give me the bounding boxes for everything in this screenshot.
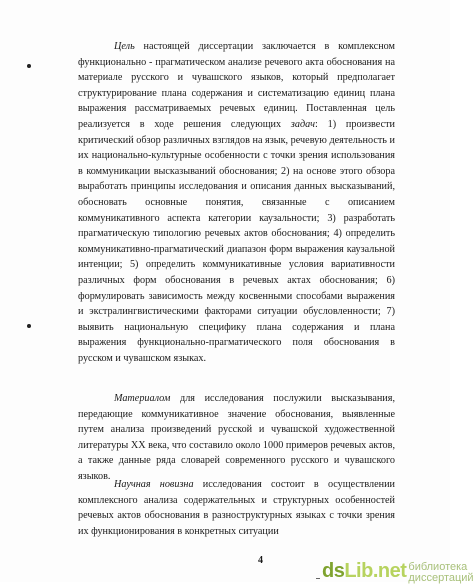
paragraph-lead-word: Материалом <box>114 393 171 404</box>
paragraph-material <box>78 391 395 485</box>
paragraph-goal <box>78 39 395 366</box>
paragraph-lead-word: Цель <box>114 41 135 52</box>
paragraph-text-continued: : 1) произвести критический обзор различных взглядов на язык, речевую деятельность и их национально-культурные особенности с точки зрения использования в коммуникации высказываний обоснования; 2) на основе этого обзора выработать принципы исследования и описания данных высказываний, обосновать основные понятия, связанные с описанием коммуникативного аспекта категории каузальности; 3) разработать прагматическую типологию речевых актов обоснования; 4) определить коммуникативно-прагматический диапазон форм выражения каузальной интенции; 5) определить коммуникативные условия вариативности различных форм обоснования в речевых актах обоснования; 6) формулировать зависимость между косвенными способами выражения и экстралингвистическими факторами ситуации обусловленности; 7) выявить национальную специфику плана содержания и плана выражения функционально-прагматического поля обоснования в русском и чувашском языках. <box>78 118 395 364</box>
paragraph-novelty <box>78 477 395 539</box>
emphasized-word: задач <box>290 118 315 130</box>
page-number: 4 <box>258 555 263 566</box>
paragraph-text: настоящей диссертации заключается в комплексном функционально - прагматическом анализе речевого акта обоснования на материале русского и чувашского языков, который предполагает структурирование плана содержания и систематизацию единиц плана выражения рассматриваемых речевых единиц. Поставленная цель реализуется в ходе решения следующих <box>78 41 395 130</box>
watermark-logo-prefix: ds <box>322 560 345 582</box>
watermark <box>322 558 474 584</box>
watermark-caption: библиотека диссертаций <box>408 561 474 584</box>
paragraph-lead-word: Научная новизна <box>114 479 194 490</box>
watermark-logo-suffix: Lib.net <box>344 560 407 582</box>
watermark-logo <box>322 561 406 581</box>
margin-dot <box>27 64 31 68</box>
paragraph-text: исследования состоит в осуществлении комплексного анализа содержательных и структурных особенностей речевых актов обоснования в разноструктурных языках с точки зрения их функционирования в конкретных ситуации <box>78 479 395 537</box>
scan-speck <box>316 578 320 579</box>
paragraph-text: для исследования послужили высказывания, передающие коммуникативное значение обоснования, выявленные путем анализа произведений русской и чувашской художественной литературы XX века, что составило около 1000 примеров речевых актов, а также данные ряда словарей современного русского и чувашского языков. <box>78 393 395 482</box>
margin-dot <box>27 324 31 328</box>
